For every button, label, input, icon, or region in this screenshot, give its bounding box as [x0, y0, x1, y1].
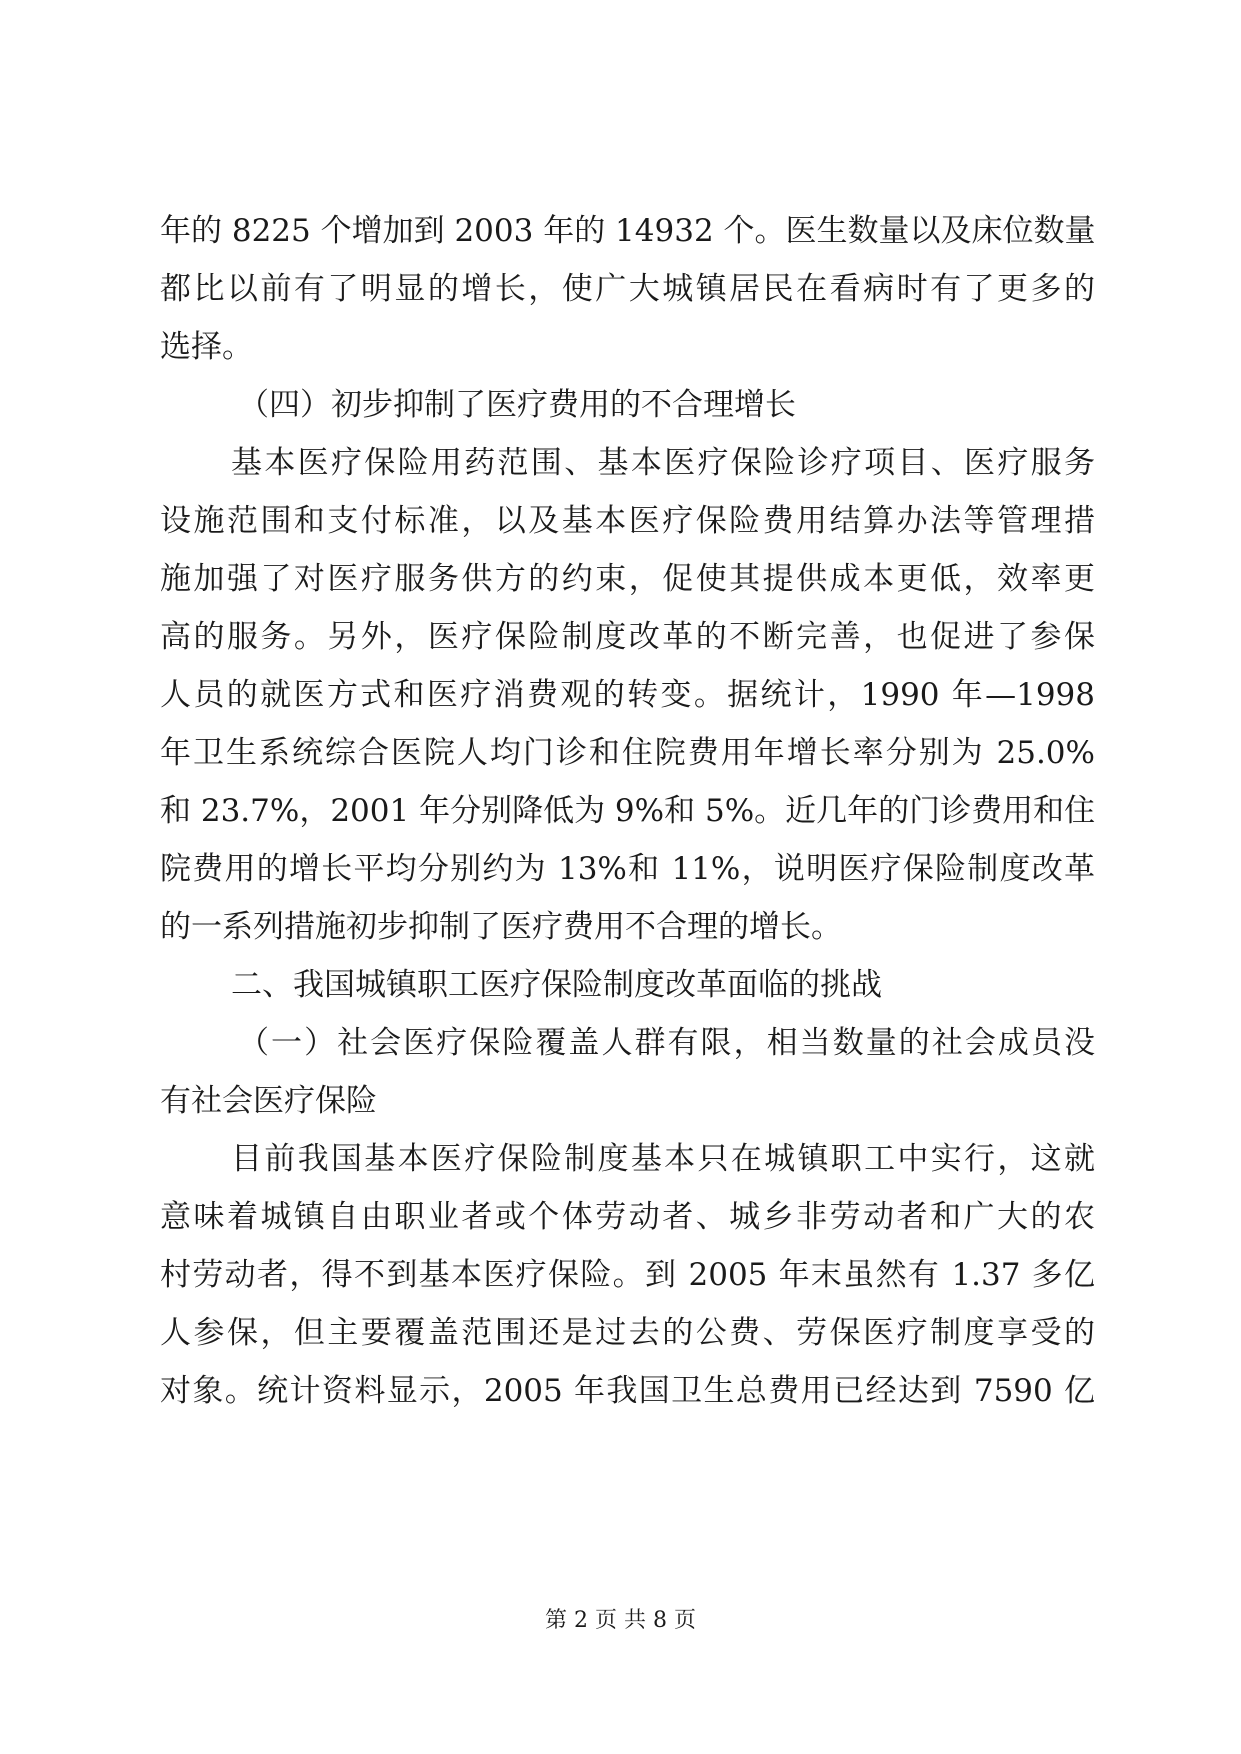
text-line-17: 目前我国基本医疗保险制度基本只在城镇职工中实行，这就	[231, 1141, 1095, 1177]
page-footer: 第 2 页 共 8 页	[545, 1608, 696, 1633]
text-line-8: 高的服务。另外，医疗保险制度改革的不断完善，也促进了参保	[160, 619, 1095, 655]
text-line-9: 人员的就医方式和医疗消费观的转变。据统计，1990 年—1998	[160, 677, 1095, 713]
text-line-21: 对象。统计资料显示，2005 年我国卫生总费用已经达到 7590 亿	[160, 1373, 1095, 1409]
text-line-18: 意味着城镇自由职业者或个体劳动者、城乡非劳动者和广大的农	[160, 1199, 1095, 1235]
text-line-11: 和 23.7%，2001 年分别降低为 9%和 5%。近几年的门诊费用和住	[160, 793, 1096, 829]
text-line-10: 年卫生系统综合医院人均门诊和住院费用年增长率分别为 25.0%	[160, 735, 1095, 771]
text-line-5: 基本医疗保险用药范围、基本医疗保险诊疗项目、医疗服务	[231, 445, 1095, 481]
section-heading-2: 二、我国城镇职工医疗保险制度改革面临的挑战	[231, 967, 882, 1003]
text-line-2: 都比以前有了明显的增长，使广大城镇居民在看病时有了更多的	[160, 271, 1095, 307]
subsection-heading-1: （一）社会医疗保险覆盖人群有限，相当数量的社会成员没	[238, 1025, 1095, 1061]
text-line-19: 村劳动者，得不到基本医疗保险。到 2005 年末虽然有 1.37 多亿	[160, 1257, 1095, 1293]
subsection-heading-1-cont: 有社会医疗保险	[160, 1083, 377, 1119]
text-line-3: 选择。	[160, 329, 253, 365]
section-heading-4: （四）初步抑制了医疗费用的不合理增长	[238, 387, 796, 423]
text-line-20: 人参保，但主要覆盖范围还是过去的公费、劳保医疗制度享受的	[160, 1315, 1095, 1351]
text-line-1: 年的 8225 个增加到 2003 年的 14932 个。医生数量以及床位数量	[160, 213, 1096, 249]
text-line-13: 的一系列措施初步抑制了医疗费用不合理的增长。	[160, 909, 842, 945]
text-line-6: 设施范围和支付标准，以及基本医疗保险费用结算办法等管理措	[160, 503, 1095, 539]
text-line-7: 施加强了对医疗服务供方的约束，促使其提供成本更低，效率更	[160, 561, 1095, 597]
text-line-12: 院费用的增长平均分别约为 13%和 11%，说明医疗保险制度改革	[160, 851, 1095, 887]
